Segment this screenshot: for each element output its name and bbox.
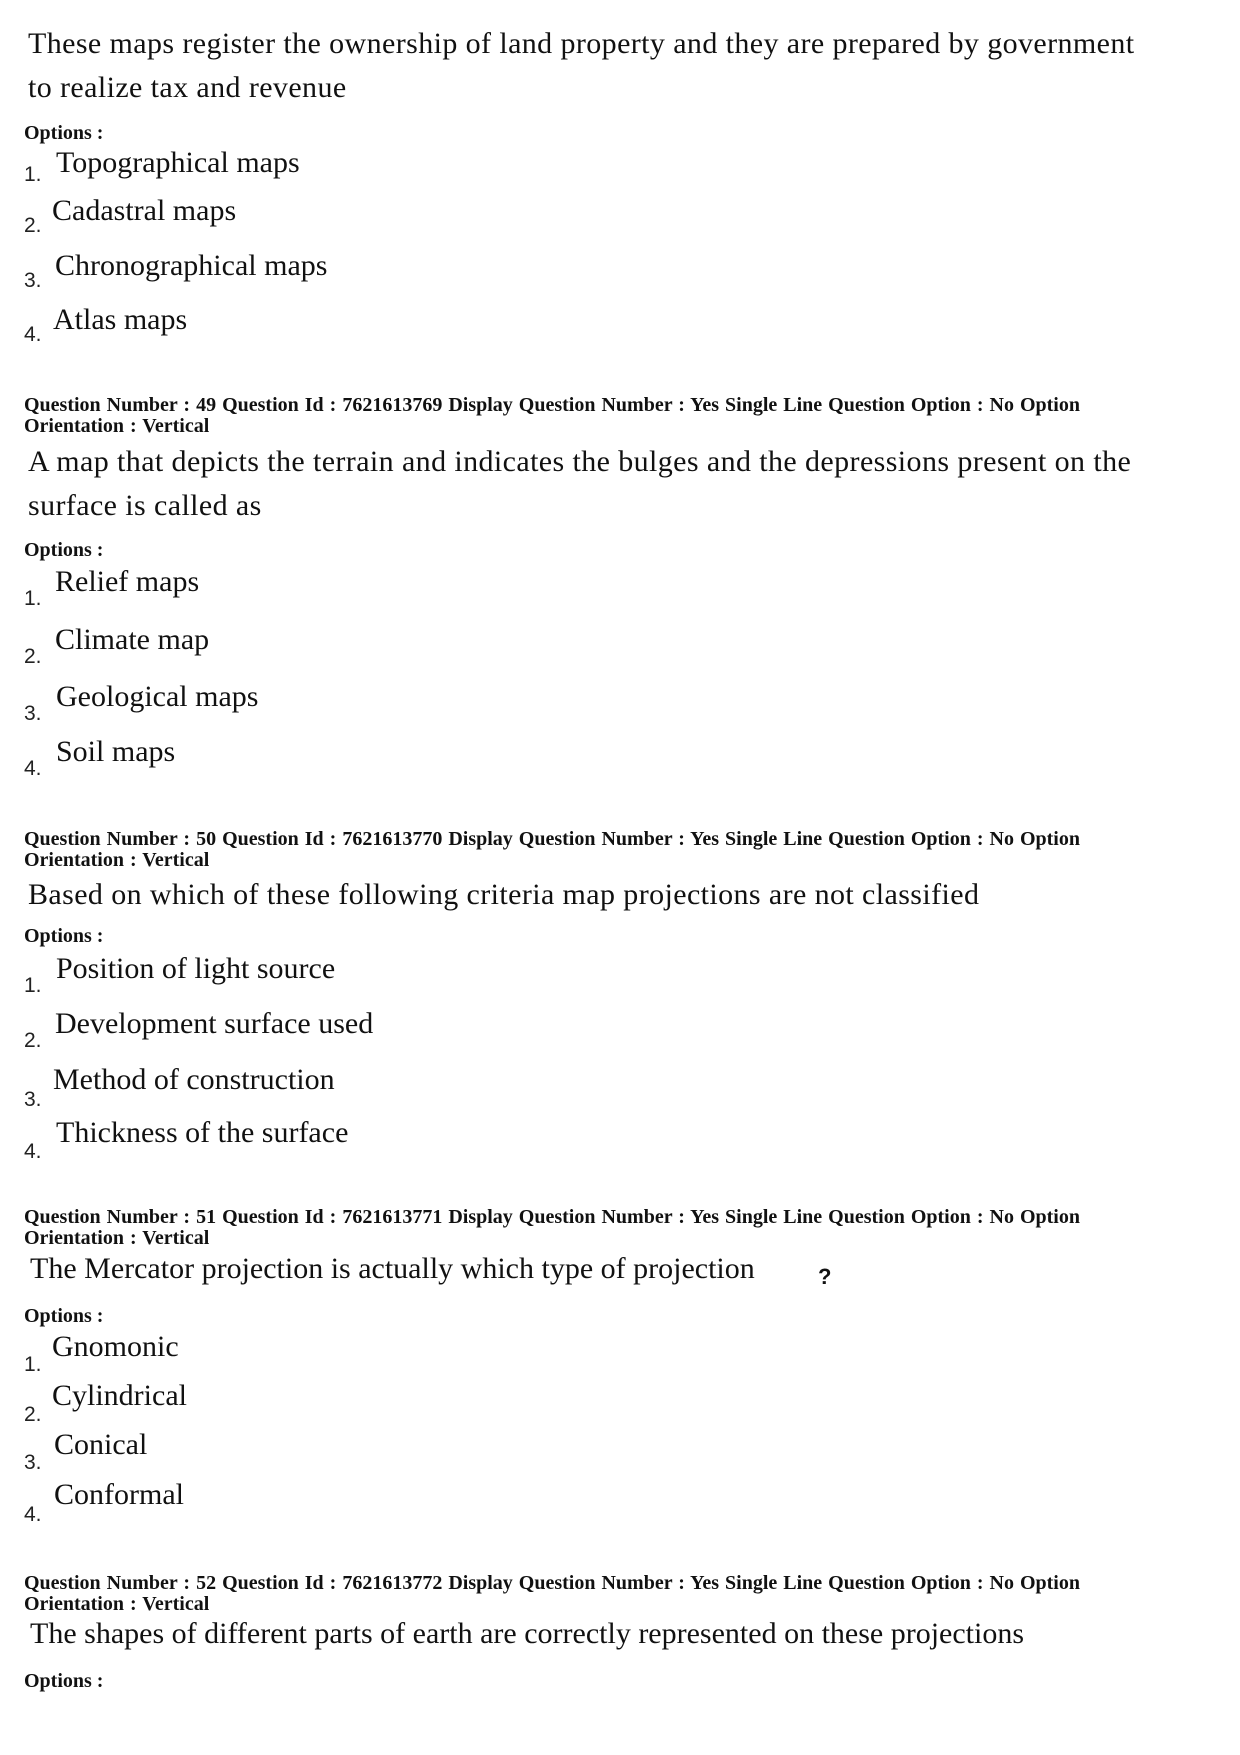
question-mark: ? [818, 1264, 832, 1289]
option-number: 4. [24, 757, 42, 780]
option-text: Chronographical maps [55, 249, 328, 282]
option-number: 2. [24, 214, 42, 237]
option-text: Position of light source [56, 952, 336, 985]
option-text: Climate map [55, 623, 210, 656]
option-number: 1. [24, 163, 42, 186]
option-text: Gnomonic [52, 1330, 179, 1363]
question-text: The shapes of different parts of earth are correctly represented on these projections [30, 1617, 1025, 1650]
option-number: 1. [24, 1353, 42, 1376]
option-text: Cylindrical [52, 1379, 187, 1412]
question-text: A map that depicts the terrain and indicates the bulges and the depressions present on the surface is called as [28, 445, 1132, 522]
options-label: Options : [24, 539, 104, 561]
option-number: 1. [24, 974, 42, 997]
option-text: Cadastral maps [52, 194, 237, 227]
option-number: 1. [24, 587, 42, 610]
option-text: Soil maps [56, 735, 176, 768]
option-text: Topographical maps [56, 146, 300, 179]
option-number: 4. [24, 1503, 42, 1526]
options-label: Options : [24, 122, 104, 144]
option-number: 2. [24, 1403, 42, 1426]
option-text: Conformal [54, 1478, 184, 1511]
option-number: 2. [24, 645, 42, 668]
option-text: Geological maps [56, 680, 259, 713]
options-label: Options : [24, 925, 104, 947]
options-label: Options : [24, 1670, 104, 1692]
options-label: Options : [24, 1305, 104, 1327]
question-meta: Question Number : 51 Question Id : 7621613771 Display Question Number : Yes Single Line Question Option : No Option Orientation : Vertical [24, 1206, 1080, 1249]
option-text: Relief maps [55, 565, 200, 598]
option-number: 4. [24, 323, 42, 346]
option-text: Thickness of the surface [56, 1116, 349, 1149]
question-meta: Question Number : 49 Question Id : 7621613769 Display Question Number : Yes Single Line Question Option : No Option Orientation : Vertical [24, 394, 1080, 437]
option-number: 4. [24, 1140, 42, 1163]
option-number: 3. [24, 702, 42, 725]
question-text: These maps register the ownership of land property and they are prepared by government to realize tax and revenue [28, 27, 1135, 104]
option-text: Atlas maps [53, 303, 188, 336]
option-number: 3. [24, 269, 42, 292]
option-text: Method of construction [53, 1063, 335, 1096]
option-text: Development surface used [55, 1007, 374, 1040]
question-text: Based on which of these following criteria map projections are not classified [28, 878, 980, 911]
question-text: The Mercator projection is actually which type of projection [30, 1252, 755, 1285]
option-number: 3. [24, 1088, 42, 1111]
option-text: Conical [54, 1428, 148, 1461]
option-number: 3. [24, 1451, 42, 1474]
question-meta: Question Number : 52 Question Id : 7621613772 Display Question Number : Yes Single Line Question Option : No Option Orientation : Vertical [24, 1572, 1080, 1615]
question-meta: Question Number : 50 Question Id : 7621613770 Display Question Number : Yes Single Line Question Option : No Option Orientation : Vertical [24, 828, 1080, 871]
option-number: 2. [24, 1029, 42, 1052]
